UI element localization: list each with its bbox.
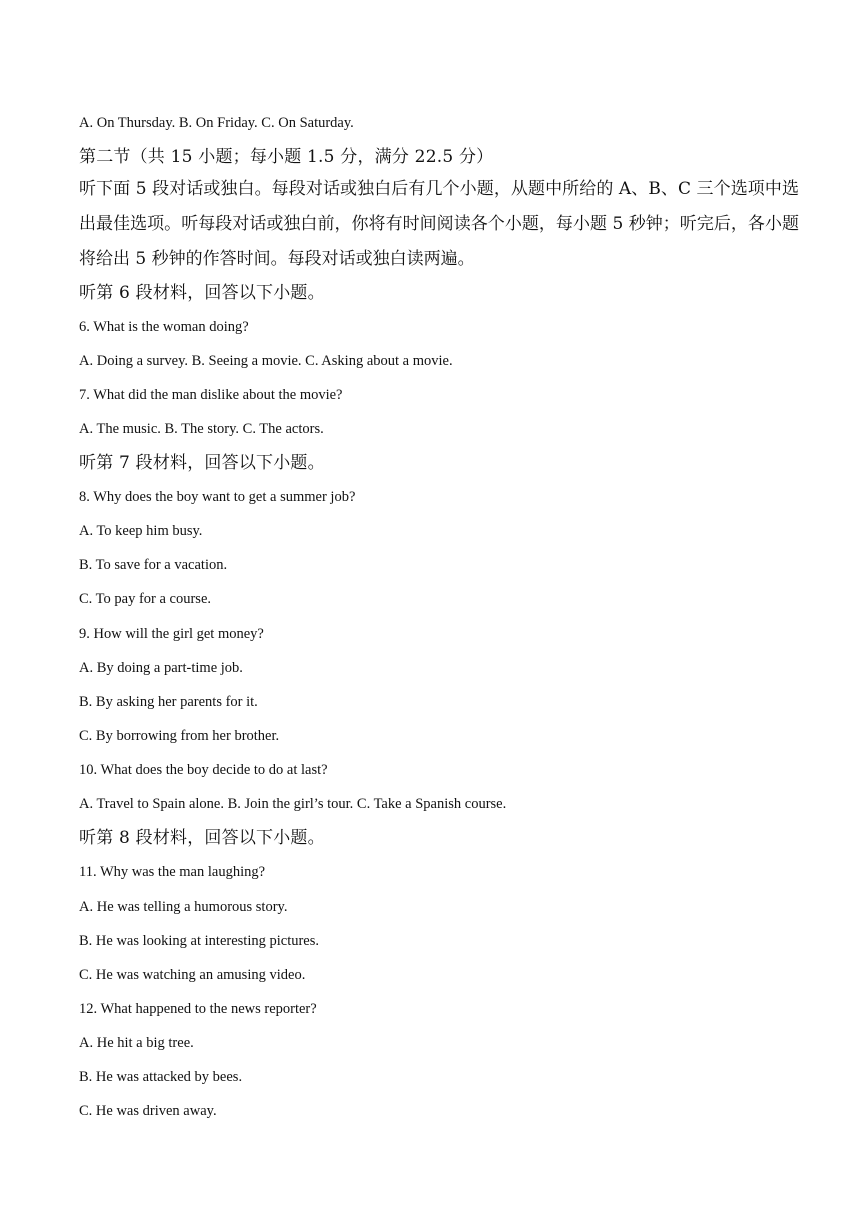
q12-option-c: C. He was driven away.	[79, 1103, 217, 1119]
q12-option-b: B. He was attacked by bees.	[79, 1069, 243, 1085]
q11-option-c: C. He was watching an amusing video.	[79, 967, 306, 983]
q8-question: 8. Why does the boy want to get a summer job?	[79, 489, 356, 505]
section2-header: 第二节（共 15 小题；每小题 1.5 分，满分 22.5 分）	[79, 147, 494, 167]
q10-options: A. Travel to Spain alone. B. Join the girl’s tour. C. Take a Spanish course.	[79, 796, 507, 812]
q8-option-b: B. To save for a vacation.	[79, 557, 228, 573]
passage8-header: 听第 8 段材料，回答以下小题。	[79, 828, 325, 848]
passage7-header: 听第 7 段材料，回答以下小题。	[79, 453, 325, 473]
q9-option-b: B. By asking her parents for it.	[79, 694, 258, 710]
q11-option-b: B. He was looking at interesting pictures.	[79, 933, 320, 949]
q6-options: A. Doing a survey. B. Seeing a movie. C. Asking about a movie.	[79, 353, 453, 369]
q11-question: 11. Why was the man laughing?	[79, 864, 266, 880]
q12-question: 12. What happened to the news reporter?	[79, 1001, 317, 1017]
section2-instructions: 听下面 5 段对话或独白。每段对话或独白后有几个小题，从题中所给的 A、B、C 三个选项中选出最佳选项。听每段对话或独白前，你将有时间阅读各个小题，每小题 5 秒钟；听完后，各小题将给出 5 秒钟的作答时间。每段对话或独白读两遍。	[79, 179, 799, 269]
q7-question: 7. What did the man dislike about the movie?	[79, 387, 343, 403]
q12-option-a: A. He hit a big tree.	[79, 1035, 194, 1051]
q7-options: A. The music. B. The story. C. The actors.	[79, 421, 324, 437]
q11-option-a: A. He was telling a humorous story.	[79, 899, 288, 915]
q9-option-a: A. By doing a part-time job.	[79, 660, 243, 676]
q6-question: 6. What is the woman doing?	[79, 319, 249, 335]
q9-option-c: C. By borrowing from her brother.	[79, 728, 280, 744]
q8-option-a: A. To keep him busy.	[79, 523, 203, 539]
q8-option-c: C. To pay for a course.	[79, 591, 212, 607]
q10-question: 10. What does the boy decide to do at last?	[79, 762, 328, 778]
q9-question: 9. How will the girl get money?	[79, 626, 264, 642]
q5-options: A. On Thursday. B. On Friday. C. On Saturday.	[79, 115, 354, 131]
passage6-header: 听第 6 段材料，回答以下小题。	[79, 283, 325, 303]
